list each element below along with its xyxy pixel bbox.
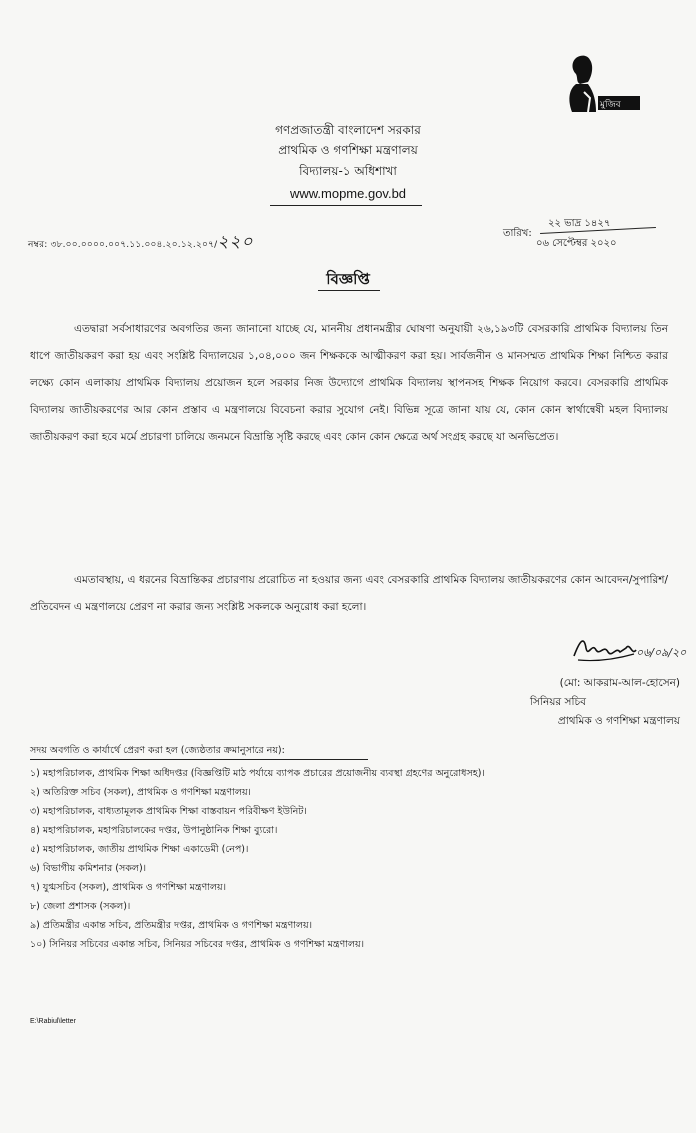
mujib-year-logo [566, 52, 646, 118]
distribution-item: ৬) বিভাগীয় কমিশনার (সকল)। [30, 863, 147, 874]
memo-number [28, 229, 254, 257]
date-english: ০৬ সেপ্টেম্বর ২০২০ [536, 238, 617, 249]
signatory-designation: সিনিয়র সচিব [530, 696, 586, 708]
notice-title-underline [318, 290, 380, 291]
distribution-item: ১) মহাপরিচালক, প্রাথমিক শিক্ষা অধিদপ্তর (বিজ্ঞপ্তিটি মাঠ পর্যায়ে ব্যাপক প্রচারের প্রয়োজনীয় ব্যবস্থা গ্রহণের অনুরোধসহ)। [30, 768, 485, 779]
signature-date: ০৬/০৯/২০ [636, 646, 687, 659]
distribution-item: ৪) মহাপরিচালক, মহাপরিচালকের দপ্তর, উপানুষ্ঠানিক শিক্ষা ব্যুরো। [30, 825, 278, 836]
notice-paragraph-1: এতদ্বারা সর্বসাধারণের অবগতির জন্য জানানো যাচ্ছে যে, মাননীয় প্রধানমন্ত্রীর ঘোষণা অনুযায়ী ২৬,১৯৩টি বেসরকারি প্রাথমিক বিদ্যালয় তিন ধাপে জাতীয়করণ করা হয় এবং সংশ্লিষ্ট বিদ্যালয়ের ১,০৪,০০০ জন শিক্ষককে আত্মীকরণ করা হয়। সার্বজনীন ও মানসম্মত প্রাথমিক শিক্ষা নিশ্চিত করার লক্ষ্যে কোন এলাকায় প্রাথমিক বিদ্যালয় প্রয়োজন হলে সরকার নিজ উদ্যোগে প্রাথমিক বিদ্যালয় স্থাপনসহ শিক্ষক নিয়োগ করবে। বেসরকারি প্রাথমিক বিদ্যালয় জাতীয়করণের আর কোন প্রস্তাব এ মন্ত্রণালয়ে বিবেচনা করার সুযোগ নেই। বিভিন্ন সূত্রে জানা যায় যে, কোন কোন স্বার্থান্বেষী মহল বিদ্যালয় জাতীয়করণ করা হবে মর্মে প্রচারণা চালিয়ে জনমনে বিভ্রান্তি সৃষ্টি করছে এবং কোন কোন ক্ষেত্রে অর্থ সংগ্রহ করছে যা অনভিপ্রেত। [30, 323, 668, 443]
notice-title: বিজ্ঞপ্তি [326, 270, 370, 288]
branch-name: বিদ্যালয়-১ অধিশাখা [299, 164, 397, 178]
government-name: গণপ্রজাতন্ত্রী বাংলাদেশ সরকার [275, 123, 421, 137]
distribution-item: ৯) প্রতিমন্ত্রীর একান্ত সচিব, প্রতিমন্ত্রীর দপ্তর, প্রাথমিক ও গণশিক্ষা মন্ত্রণালয়। [30, 920, 313, 931]
file-path-footer: E:\Rabiul\letter [30, 1018, 76, 1025]
distribution-item: ৩) মহাপরিচালক, বাধ্যতামূলক প্রাথমিক শিক্ষা বাস্তবায়ন পরিবীক্ষণ ইউনিট। [30, 806, 307, 817]
memo-number-handwritten: ২২০ [217, 232, 254, 252]
distribution-item: ৫) মহাপরিচালক, জাতীয় প্রাথমিক শিক্ষা একাডেমী (নেপ)। [30, 844, 249, 855]
distribution-heading-underline [30, 759, 368, 760]
emblem-caption: মুজিব [600, 100, 621, 110]
signatory-name: (মো: আকরাম-আল-হোসেন) [559, 677, 680, 689]
distribution-item: ১০) সিনিয়র সচিবের একান্ত সচিব, সিনিয়র সচিবের দপ্তর, প্রাথমিক ও গণশিক্ষা মন্ত্রণালয়। [30, 939, 365, 950]
date-bangla: ২২ ভাদ্র ১৪২৭ [548, 218, 611, 229]
date-label: তারিখ: [503, 228, 532, 239]
distribution-item: ২) অতিরিক্ত সচিব (সকল), প্রাথমিক ও গণশিক্ষা মন্ত্রণালয়। [30, 787, 251, 798]
website-underline [270, 205, 422, 206]
memo-number-prefix: নম্বর: ৩৮.০০.০০০০.০০৭.১১.০০৪.২০.১২.২০৭/ [28, 240, 218, 250]
distribution-heading: সদয় অবগতি ও কার্যার্থে প্রেরণ করা হল (জ্যেষ্ঠতার ক্রমানুসারে নয়): [30, 745, 285, 756]
ministry-name: প্রাথমিক ও গণশিক্ষা মন্ত্রণালয় [278, 143, 418, 157]
notice-paragraph-2: এমতাবস্থায়, এ ধরনের বিভ্রান্তিকর প্রচারণায় প্ররোচিত না হওয়ার জন্য এবং বেসরকারি প্রাথমিক বিদ্যালয় জাতীয়করণের কোন আবেদন/সুপারিশ/প্রতিবেদন এ মন্ত্রণালয়ে প্রেরণ না করার জন্য সংশ্লিষ্ট সকলকে অনুরোধ করা হলো। [30, 574, 668, 613]
distribution-list [30, 764, 680, 954]
signatory-office: প্রাথমিক ও গণশিক্ষা মন্ত্রণালয় [557, 715, 680, 727]
signature-scribble [570, 622, 687, 668]
website-link[interactable]: www.mopme.gov.bd [289, 186, 407, 201]
distribution-item: ৭) যুগ্মসচিব (সকল), প্রাথমিক ও গণশিক্ষা মন্ত্রণালয়। [30, 882, 227, 893]
distribution-item: ৮) জেলা প্রশাসক (সকল)। [30, 901, 131, 912]
